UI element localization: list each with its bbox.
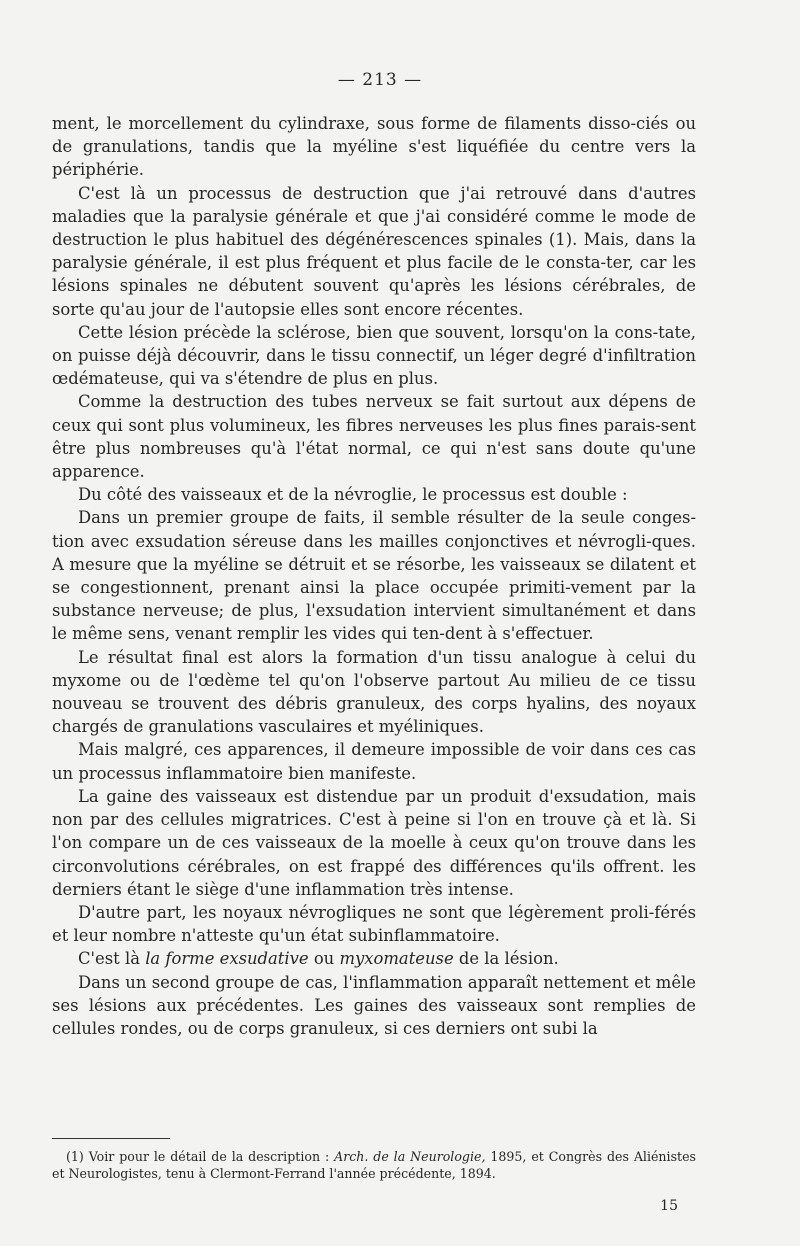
text-run: C'est là un processus de destruction que j'ai retrouvé dans d'autres maladies que la paralysie générale et que j'ai considéré comme le mode de destruction le plus habituel des dégénérescences spinales (1). Mais, dans la paralysie générale, il est plus fréquent et plus facile de le consta-ter, car les lésions spinales ne débutent souvent qu'après les lésions cérébrales, de sorte qu'au jour de l'autopsie elles sont encore récentes. — [52, 183, 696, 319]
body-text — [52, 112, 696, 1040]
signature-mark: 15 — [660, 1198, 678, 1214]
page-number: — 213 — — [337, 70, 423, 90]
paragraph — [52, 321, 696, 391]
paragraph — [52, 182, 696, 321]
text-run: Le résultat final est alors la formation d'un tissu analogue à celui du myxome ou de l'œdème tel qu'on l'observe partout Au milieu de ce tissu nouveau se trouvent des débris granuleux, des corps hyalins, des noyaux chargés de granulations vasculaires et myéliniques. — [52, 647, 696, 737]
text-run: (1) Voir pour le détail de la description : — [66, 1149, 335, 1164]
text-run: de la lésion. — [453, 949, 559, 969]
paragraph — [52, 947, 696, 970]
footnote — [52, 1148, 696, 1182]
paragraph — [52, 971, 696, 1041]
paragraph — [52, 785, 696, 901]
footnote-text — [52, 1148, 696, 1182]
paragraph — [52, 390, 696, 483]
text-run: Comme la destruction des tubes nerveux se fait surtout aux dépens de ceux qui sont plus volumineux, les fibres nerveuses les plus fines parais-sent être plus nombreuses qu'à l'état normal, ce qui n'est sans doute qu'une apparence. — [52, 392, 696, 482]
text-run: Dans un premier groupe de faits, il semble résulter de la seule conges-tion avec exsudation séreuse dans les mailles conjonctives et névrogli-ques. A mesure que la myéline se détruit et se résorbe, les vaisseaux se dilatent et se congestionnent, prenant ainsi la place occupée primiti-vement par la substance nerveuse; de plus, l'exsudation intervient simultanément et dans le même sens, venant remplir les vides qui ten-dent à s'effectuer. — [52, 508, 696, 644]
paragraph — [52, 646, 696, 739]
paragraph — [52, 738, 696, 784]
paragraph — [52, 901, 696, 947]
text-run: La gaine des vaisseaux est distendue par un produit d'exsudation, mais non par des cellules migratrices. C'est à peine si l'on en trouve çà et là. Si l'on compare un de ces vaisseaux de la moelle à ceux qu'on trouve dans les circonvolutions cérébrales, on est frappé des différences qu'ils offrent. les derniers étant le siège d'une inflammation très intense. — [52, 786, 696, 899]
italic-text: Arch. de la Neurologie, — [334, 1149, 486, 1164]
text-run: 1895, et Congrès des Aliénistes et Neurologistes, tenu à Clermont-Ferrand l'année précédente, 1894. — [52, 1149, 697, 1181]
text-run: Dans un second groupe de cas, l'inflammation apparaît nettement et mêle ses lésions aux précédentes. Les gaines des vaisseaux sont remplies de cellules rondes, ou de corps granuleux, si ces derniers ont subi la — [52, 972, 696, 1038]
text-run: ment, le morcellement du cylindraxe, sous forme de filaments disso-ciés ou de granulations, tandis que la myéline s'est liquéfiée du centre vers la périphérie. — [52, 114, 696, 180]
text-run: ou — [308, 949, 340, 969]
text-run: Du côté des vaisseaux et de la névroglie, le processus est double : — [78, 485, 628, 505]
text-run: Cette lésion précède la sclérose, bien que souvent, lorsqu'on la cons-tate, on puisse déjà découvrir, dans le tissu connectif, un léger degré d'infiltration œdémateuse, qui va s'étendre de plus en plus. — [52, 322, 696, 389]
footnote-rule — [52, 1138, 170, 1139]
paragraph — [52, 483, 696, 506]
italic-text: myxomateuse — [339, 949, 454, 969]
italic-text: la forme exsudative — [145, 949, 309, 969]
text-run: C'est là — [78, 949, 146, 969]
text-run: Mais malgré, ces apparences, il demeure impossible de voir dans ces cas un processus inflammatoire bien manifeste. — [52, 740, 696, 783]
text-run: D'autre part, les noyaux névrogliques ne sont que légèrement proli-férés et leur nombre n'atteste qu'un état subinflammatoire. — [52, 902, 696, 946]
paragraph — [52, 506, 696, 645]
paragraph — [52, 112, 696, 182]
